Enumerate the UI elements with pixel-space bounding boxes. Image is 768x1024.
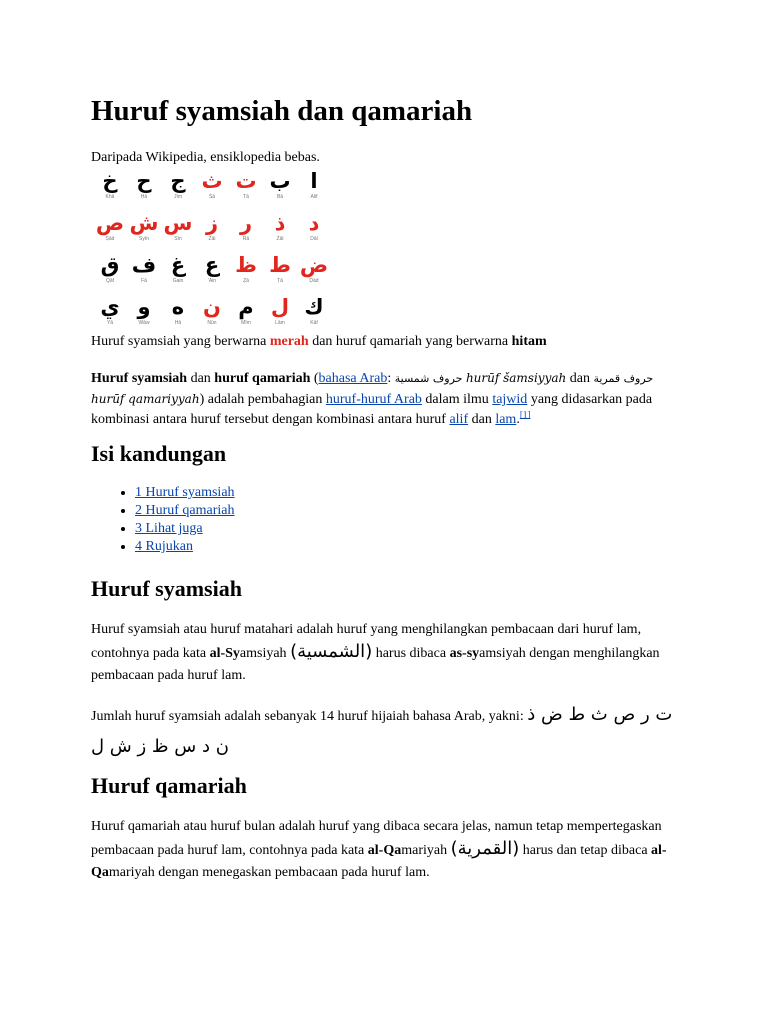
letter-cell (195, 208, 229, 243)
letter-name: Nūn (207, 320, 217, 326)
letter-name: Ḍād (309, 278, 319, 284)
letter-glyph: ق (100, 253, 120, 277)
bold-prefix: al-Qa (367, 843, 402, 858)
letter-glyph: ج (170, 169, 186, 193)
letter-glyph: غ (170, 253, 186, 277)
letter-cell (127, 166, 161, 201)
intro-text: ) adalah pembahagian (199, 392, 326, 407)
toc-link-huruf-qamariah[interactable]: 2 Huruf qamariah (135, 503, 235, 518)
term-qamariah: huruf qamariah (214, 371, 311, 386)
letter-cell (161, 166, 195, 201)
intro-text: dan (468, 412, 496, 427)
letter-cell (195, 250, 229, 285)
letter-name: Fā (141, 278, 147, 284)
letter-name: Kāf (310, 320, 318, 326)
bold-prefix: al-Sy (209, 646, 240, 661)
toc-heading: Isi kandungan (91, 441, 227, 466)
arabic-example-syamsiah: (الشمسية) (290, 641, 373, 662)
letter-cell (127, 292, 161, 327)
letter-glyph: ه (171, 295, 185, 319)
paragraph-text: harus dibaca (372, 646, 450, 661)
letter-name: Syīn (138, 236, 149, 242)
letter-name: Jīm (173, 194, 183, 200)
letter-name: Yā (106, 320, 114, 326)
letter-cell (195, 166, 229, 201)
letter-glyph: ش (129, 211, 159, 235)
letter-name: Bā (276, 194, 284, 200)
letter-cell (297, 250, 331, 285)
letter-glyph: س (163, 211, 193, 235)
letter-glyph: ط (269, 253, 291, 277)
paragraph-text: harus dan tetap dibaca (519, 843, 652, 858)
letter-name: Mīm (241, 320, 251, 326)
page-title: Huruf syamsiah dan qamariah (91, 95, 473, 127)
letter-name: Wāw (138, 320, 150, 326)
intro-text: . (516, 412, 520, 427)
letter-glyph: و (137, 295, 151, 319)
letter-glyph: ي (100, 295, 120, 319)
letter-glyph: ب (269, 169, 291, 193)
intro-text: dan (566, 371, 594, 386)
letter-cell (93, 292, 127, 327)
letter-cell (263, 250, 297, 285)
caption-text-2: dan huruf qamariah yang berwarna (308, 334, 512, 349)
letter-name: Zāi (208, 236, 216, 242)
paragraph-text: amsiyah dengan menghilangkan pembacaan pada huruf lam. (91, 646, 660, 683)
intro-text: dan (187, 371, 215, 386)
letter-cell (161, 208, 195, 243)
link-huruf-arab[interactable]: huruf-huruf Arab (325, 392, 422, 407)
toc-link-lihat-juga[interactable]: 3 Lihat juga (135, 521, 203, 536)
letter-name: Alif (310, 194, 318, 200)
letter-glyph: ظ (235, 253, 257, 277)
hijaiyah-letter-grid (91, 166, 331, 334)
arabic-term-syamsiah: حروف شمسية (394, 372, 463, 385)
letter-name: Sīn (174, 236, 182, 242)
paragraph-text: Huruf syamsiah atau huruf matahari adalah huruf yang menghilangkan pembacaan dari huruf lam, contohnya pada kata (91, 622, 642, 661)
letter-name: Ṣād (105, 236, 115, 242)
link-lam[interactable]: lam (495, 412, 517, 427)
toc-item (135, 538, 235, 556)
letter-cell (263, 166, 297, 201)
caption-black-word: hitam (511, 334, 547, 349)
intro-paragraph (91, 368, 671, 430)
letter-glyph: ت (235, 169, 257, 193)
letter-cell (161, 250, 195, 285)
letter-glyph: ل (270, 295, 290, 319)
syamsiah-paragraph-2 (91, 700, 681, 764)
intro-text: dalam ilmu (421, 392, 493, 407)
section-heading-qamariah: Huruf qamariah (91, 773, 247, 798)
letter-cell (297, 166, 331, 201)
letter-cell (263, 208, 297, 243)
letter-name: Qāf (105, 278, 115, 284)
letter-name: Lām (275, 320, 285, 326)
reference-link[interactable]: [1] (519, 409, 531, 420)
page-subtitle: Daripada Wikipedia, ensiklopedia bebas. (91, 150, 320, 165)
letter-name: Ṡā (208, 194, 216, 200)
arabic-example-qamariah: (القمرية) (450, 838, 520, 859)
letter-glyph: ف (131, 253, 157, 277)
term-syamsiah: Huruf syamsiah (91, 371, 188, 386)
letter-cell (297, 292, 331, 327)
paragraph-text: mariyah dengan menegaskan pembacaan pada huruf lam. (108, 865, 430, 880)
syamsiah-paragraph-1 (91, 619, 671, 687)
translit-syamsiah: hurūf šamsiyyah (465, 371, 567, 385)
letter-glyph: ع (204, 253, 220, 277)
section-heading-syamsiah: Huruf syamsiah (91, 576, 242, 601)
caption-red-word: merah (269, 334, 309, 349)
letter-cell (195, 292, 229, 327)
letter-cell (93, 208, 127, 243)
letter-glyph: خ (102, 169, 118, 193)
letter-name: Khā (105, 194, 115, 200)
letter-cell (127, 250, 161, 285)
letter-glyph: ص (95, 211, 125, 235)
link-bahasa-arab[interactable]: bahasa Arab (318, 371, 388, 386)
letter-name: Dāl (310, 236, 318, 242)
letter-name: Ḥā (140, 194, 148, 200)
toc-link-rujukan[interactable]: 4 Rujukan (135, 539, 193, 554)
arabic-term-qamariah: حروف قمرية (593, 372, 654, 385)
letter-name: 'Ain (207, 278, 217, 284)
letter-name: Hā (174, 320, 182, 326)
letter-name: Gain (172, 278, 184, 284)
letter-glyph: د (308, 211, 320, 235)
letter-name: Rā (242, 236, 250, 242)
letter-glyph: ث (201, 169, 223, 193)
letter-cell (263, 292, 297, 327)
letter-glyph: م (238, 295, 254, 319)
letter-glyph: ن (203, 295, 221, 319)
letter-glyph: ح (136, 169, 152, 193)
letter-cell (93, 166, 127, 201)
link-alif[interactable]: alif (449, 412, 469, 427)
paragraph-text: mariyah (401, 843, 451, 858)
letter-cell (161, 292, 195, 327)
letter-cell (229, 292, 263, 327)
intro-text: : (387, 371, 395, 386)
table-of-contents (91, 484, 235, 556)
intro-text: ( (310, 371, 319, 386)
letter-glyph: ا (310, 169, 318, 193)
letter-name: Ẓā (243, 278, 249, 284)
letter-cell (229, 250, 263, 285)
letter-cell (297, 208, 331, 243)
letter-name: Ṭā (277, 278, 283, 284)
translit-qamariah: hurūf qamariyyah (91, 392, 200, 406)
caption-text: Huruf syamsiah yang berwarna (91, 334, 270, 349)
toc-link-huruf-syamsiah[interactable]: 1 Huruf syamsiah (135, 485, 235, 500)
letter-glyph: ض (299, 253, 329, 277)
letter-cell (127, 208, 161, 243)
letter-cell (229, 208, 263, 243)
letter-name: Tā (243, 194, 249, 200)
qamariah-paragraph-1 (91, 816, 671, 884)
toc-item (135, 502, 235, 520)
paragraph-text: Huruf qamariah atau huruf bulan adalah huruf yang dibaca secara jelas, namun tetap mempertegaskan pembacaan pada huruf lam, contohnya pada kata (91, 819, 662, 858)
bold-prefix: as-sy (449, 646, 480, 661)
letter-glyph: ك (304, 295, 324, 319)
letter-cell (93, 250, 127, 285)
paragraph-text: Jumlah huruf syamsiah adalah sebanyak 14 huruf hijaiah bahasa Arab, yakni: (91, 709, 528, 724)
letter-name: Żāl (276, 236, 284, 242)
syamsiah-letters-list: ت ر ص ث ط ض ذ ن د س ظ ز ش ل (91, 704, 673, 757)
link-tajwid[interactable]: tajwid (492, 392, 528, 407)
letter-glyph: ز (205, 211, 219, 235)
letter-glyph: ذ (274, 211, 286, 235)
paragraph-text: amsiyah (239, 646, 291, 661)
toc-item (135, 484, 235, 502)
intro-text: yang didasarkan pada kombinasi antara huruf tersebut dengan kombinasi antara huruf (91, 392, 653, 427)
toc-item (135, 520, 235, 538)
bold-prefix: al-Qa (91, 843, 667, 880)
letter-glyph: ر (239, 211, 253, 235)
letter-cell (229, 166, 263, 201)
grid-caption (91, 332, 547, 352)
